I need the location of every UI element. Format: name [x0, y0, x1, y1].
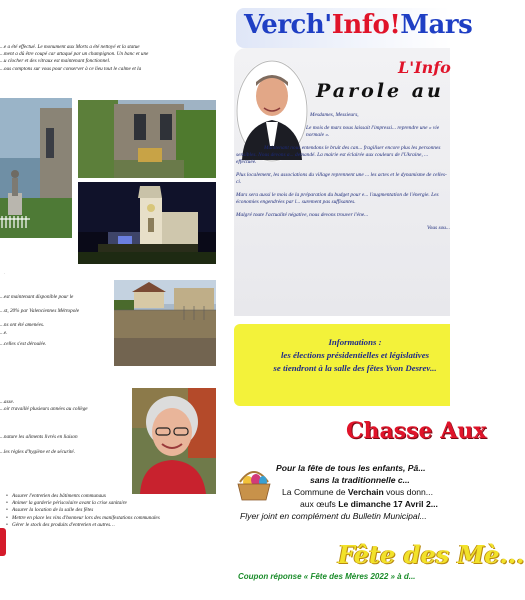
bullet-icon: • [6, 493, 8, 499]
mothers-day-coupon: Coupon réponse « Fête des Mères 2022 » à d... [238, 572, 416, 581]
list-item: • Mettre en place les vins d'honneur lors des manifestations communales [6, 514, 160, 521]
park-photo [114, 280, 216, 366]
church-photo-night [78, 182, 216, 264]
notice-content: Informations : les élections présidentielles et législatives se tiendront à la salle des fêtes Yvon Desrev... [273, 337, 437, 373]
bullet-icon: • [6, 521, 8, 528]
left-para-3: ...asse. ...oir travaillé plusieurs années au collège ...nature les aliments livrés en liaison ...les règles d'hygiène et de sécurité. [0, 399, 88, 455]
info-subtitle: L'Info [398, 58, 451, 77]
bullet-icon: • [6, 514, 8, 521]
panel-title: Parole au [316, 80, 444, 102]
church-photo-front [78, 100, 216, 178]
list-item: • Assurer l'entretien des bâtiments communaux [6, 493, 107, 499]
easter-text: Pour la fête de tous les enfants, Pâ... sans la traditionnelle c... La Commune de Verchain vous donn... aux œufs Le dimanche 17 Avril 2... Flyer joint en complément du Bulletin Municipal... [240, 463, 438, 521]
list-item: • Assurer la location de la salle des fêtes [6, 507, 94, 514]
letter-body: Mesdames, Messieurs, Le mois de mars nous laissait l'impressi... reprendre une « vie normale ». Maintenant nous entendons le bruit des can... fragiliser encore plus les personnes sensibles. Nous devons a... demandé. La mairie est éclairée aux couleurs de l'Ukraine, ... effectuée. Plus localement, les associations du village reprennent une ... les actes et le dynamisme de celles-ci. Mars sera aussi le mois de la préparation du budget pour e... l'augmentation de l'énergie. Les économies engendrées par l... surement pas suffisantes. Malgré toute l'actualité négative, nous devons trouver l'éne... Vous sou... [236, 112, 450, 231]
easter-title: Chasse Aux [346, 418, 487, 444]
bullet-icon: • [6, 500, 8, 507]
bullet-icon: • [6, 507, 8, 514]
header-title: Verch'Info!Mars [244, 10, 473, 40]
decorative-red-shape [0, 528, 6, 556]
left-para-2: ...est maintenant disponible pour le ...st, 20% par Valenciennes Métropole ...ns ont été amenées. ...e. ...celles s'est déroulée. [0, 294, 80, 347]
tasks-list [6, 493, 206, 529]
list-item: • Gérer le stock des produits d'entretien et autres… [6, 521, 115, 528]
church-photo-day [0, 98, 72, 238]
mothers-day-title: Fête des Mè... [338, 540, 525, 569]
left-para-1: ...e a été effectué. Le monument aux Morts a été nettoyé et la statue ...ment a dû être coupé car attaqué par un champignon. Un banc et une ...u clocher et des vitraux est maintenant fonctionnel. ...ous comptons sur vous pour conserver à ce lieu tout le calme et la [0, 44, 149, 72]
portrait-employee [132, 388, 216, 494]
list-item: • Animer la garderie périscolaire avant la crise sanitaire [6, 500, 127, 507]
